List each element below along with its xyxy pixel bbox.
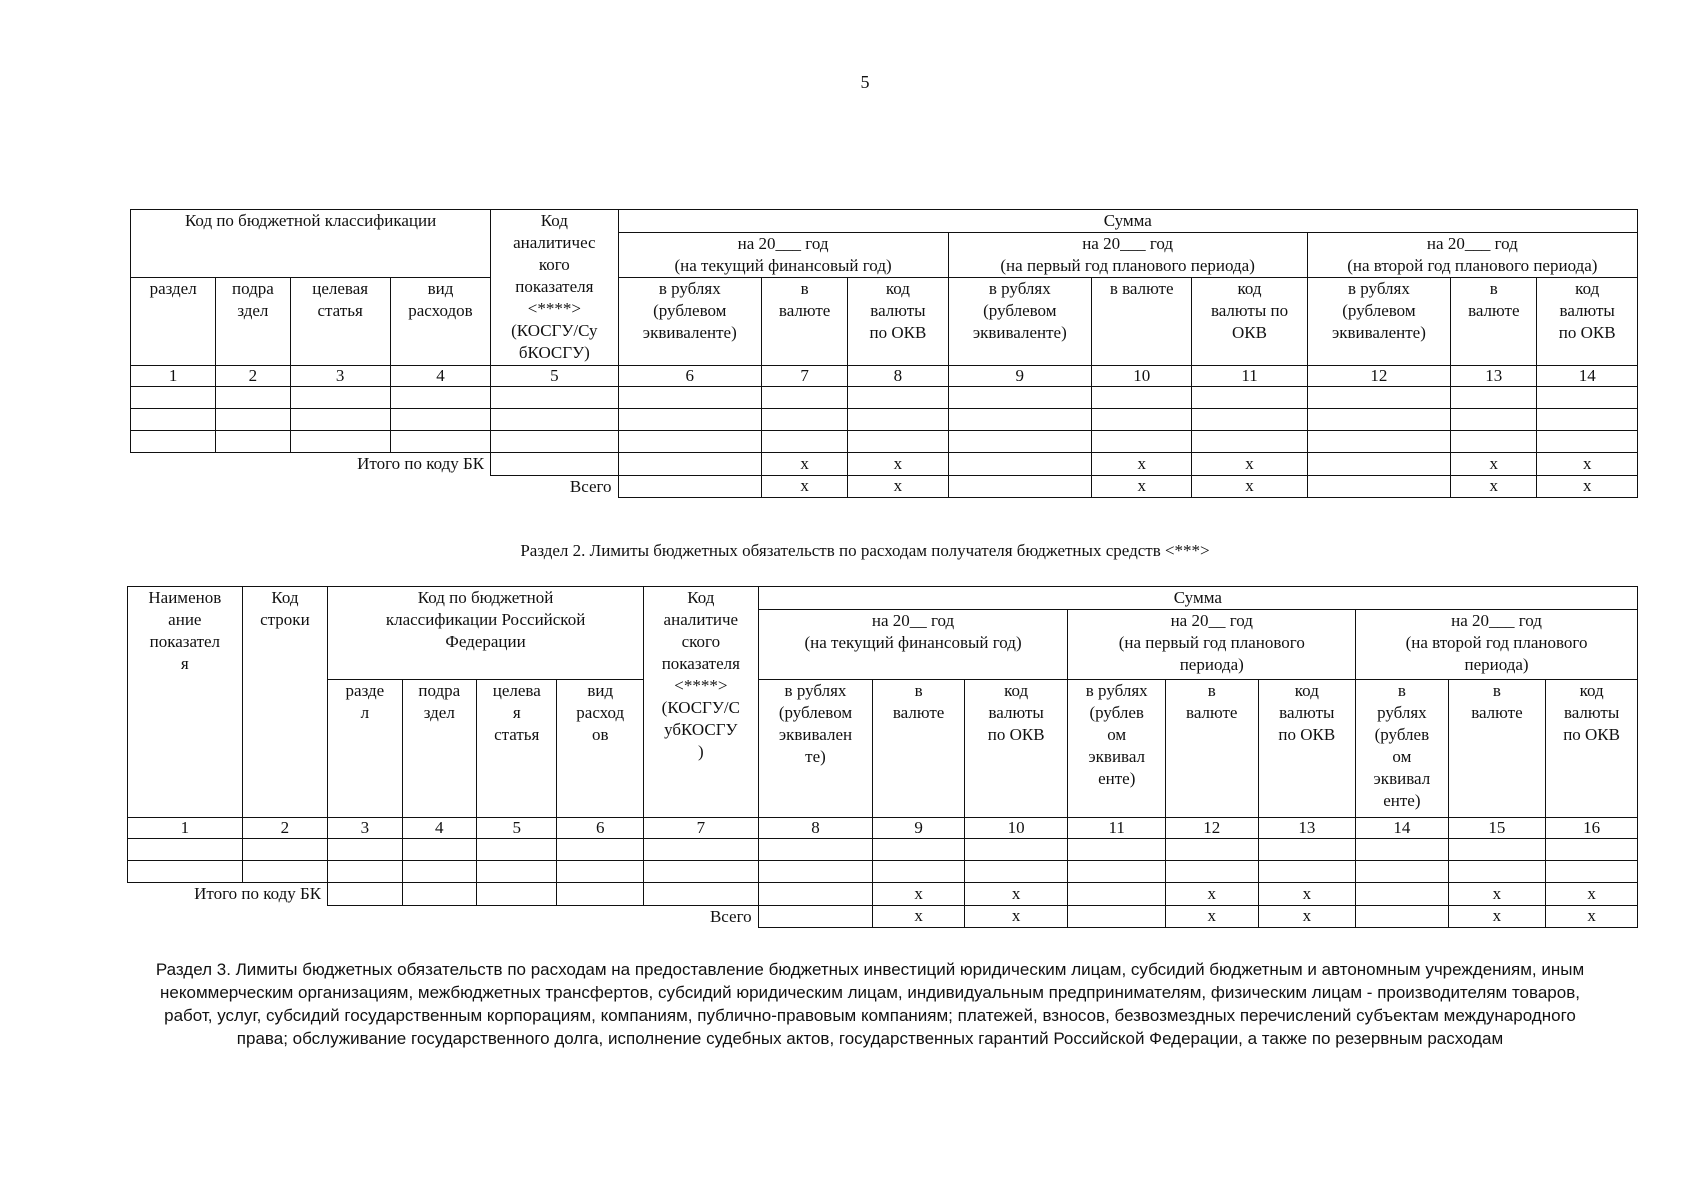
x-mark: x [1537, 475, 1638, 498]
column-numbers-row [131, 366, 1638, 387]
header-rub-2: в рублях (рублевом эквиваленте) [948, 278, 1091, 366]
col-number: 2 [216, 366, 290, 387]
table-row [128, 839, 1638, 861]
col-number: 3 [290, 366, 390, 387]
vsego-label: Всего [709, 906, 752, 926]
section-3-title: Раздел 3. Лимиты бюджетных обязательств по расходам на предоставление бюджетных инвестиций юридическим лицам, субсидий бюджетным и автономным учреждениям, иным некоммерческим организациям, межбюджетных трансфертов, субсидий юридическим лицам, индивидуальным предпринимателям, физическим лицам - производителям товаров, работ, услуг, субсидий государственным корпорациям, компаниям, публично-правовым компаниям; платежей, взносов, безвозмездных перечислений субъектам международного права; обслуживание государственного долга, исполнение судебных актов, государственных гарантий Российской Федерации, а также по резервным расходам [155, 960, 1585, 1048]
col-number: 16 [1546, 818, 1638, 839]
recipient-limits-table [127, 586, 1638, 928]
itogo-label: Итого по коду БК [194, 884, 322, 903]
col-number: 5 [491, 366, 618, 387]
x-mark: x [964, 905, 1068, 928]
x-mark: x [762, 453, 848, 476]
header-val-1: в валюте [873, 680, 965, 818]
x-mark: x [1448, 883, 1546, 906]
col-number: 5 [477, 818, 557, 839]
x-mark: x [1451, 453, 1537, 476]
header-tselevaya: целевая статья [290, 278, 390, 366]
x-mark: x [848, 453, 948, 476]
table-row [131, 431, 1638, 453]
x-mark: x [762, 475, 848, 498]
x-mark: x [1258, 905, 1356, 928]
header-okv-2: код валюты по ОКВ [1258, 680, 1356, 818]
col-number: 9 [948, 366, 1091, 387]
header-razdel: разде л [328, 680, 402, 818]
itogo-label: Итого по коду БК [357, 454, 485, 473]
header-okv-1: код валюты по ОКВ [848, 278, 948, 366]
itogo-row [131, 453, 1638, 476]
header-year-current: на 20__ год (на текущий финансовый год) [758, 610, 1068, 680]
header-vid: вид расходов [390, 278, 490, 366]
col-number: 2 [242, 818, 328, 839]
header-rub-1: в рублях (рублевом эквиваленте) [618, 278, 761, 366]
x-mark: x [1092, 475, 1192, 498]
col-number: 12 [1166, 818, 1259, 839]
header-year-second-plan: на 20___ год (на второй год планового периода) [1356, 610, 1638, 680]
header-val-2: в валюте [1092, 278, 1192, 366]
header-indicator-name: Наименов ание показател я [128, 587, 243, 818]
header-val-3: в валюте [1451, 278, 1537, 366]
col-number: 1 [128, 818, 243, 839]
header-kbk-rf: Код по бюджетной классификации Российской Федерации [328, 587, 644, 680]
x-mark: x [1537, 453, 1638, 476]
col-number: 8 [758, 818, 873, 839]
x-mark: x [1166, 905, 1259, 928]
col-number: 4 [402, 818, 476, 839]
header-rub-1: в рублях (рублевом эквивален те) [758, 680, 873, 818]
header-razdel: раздел [131, 278, 216, 366]
itogo-row [128, 883, 1638, 906]
header-podrazdel: подра здел [402, 680, 476, 818]
header-row-code: Код строки [242, 587, 328, 818]
column-numbers-row [128, 818, 1638, 839]
header-sum: Сумма [758, 587, 1637, 610]
x-mark: x [848, 475, 948, 498]
x-mark: x [873, 905, 965, 928]
header-rub-3: в рублях (рублевом эквиваленте) [1307, 278, 1450, 366]
col-number: 9 [873, 818, 965, 839]
x-mark: x [1546, 883, 1638, 906]
header-val-2: в валюте [1166, 680, 1259, 818]
col-number: 6 [618, 366, 761, 387]
col-number: 4 [390, 366, 490, 387]
x-mark: x [1258, 883, 1356, 906]
col-number: 11 [1192, 366, 1307, 387]
col-number: 10 [964, 818, 1068, 839]
col-number: 14 [1537, 366, 1638, 387]
col-number: 14 [1356, 818, 1449, 839]
header-val-3: в валюте [1448, 680, 1546, 818]
col-number: 1 [131, 366, 216, 387]
col-number: 3 [328, 818, 402, 839]
x-mark: x [1092, 453, 1192, 476]
x-mark: x [1192, 475, 1307, 498]
col-number: 10 [1092, 366, 1192, 387]
col-number: 15 [1448, 818, 1546, 839]
budget-classification-table [130, 209, 1638, 498]
header-year-first-plan: на 20__ год (на первый год планового периода) [1068, 610, 1356, 680]
vsego-row [128, 905, 1638, 928]
table-row [131, 409, 1638, 431]
header-analytic-code: Код аналитиче ского показателя <****> (КОСГУ/С убКОСГУ ) [644, 587, 759, 818]
page-number: 5 [860, 72, 870, 92]
header-okv-2: код валюты по ОКВ [1192, 278, 1307, 366]
header-year-first-plan: на 20___ год (на первый год планового периода) [948, 233, 1307, 278]
x-mark: x [873, 883, 965, 906]
header-year-current: на 20___ год (на текущий финансовый год) [618, 233, 948, 278]
col-number: 12 [1307, 366, 1450, 387]
col-number: 7 [644, 818, 759, 839]
header-rub-2: в рублях (рублев ом эквивал енте) [1068, 680, 1166, 818]
header-vid: вид расход ов [557, 680, 644, 818]
header-rub-3: в рублях (рублев ом эквивал енте) [1356, 680, 1449, 818]
header-val-1: в валюте [762, 278, 848, 366]
header-podrazdel: подра здел [216, 278, 290, 366]
x-mark: x [1192, 453, 1307, 476]
header-year-second-plan: на 20___ год (на второй год планового периода) [1307, 233, 1637, 278]
vsego-row [131, 475, 1638, 498]
header-okv-3: код валюты по ОКВ [1546, 680, 1638, 818]
header-sum: Сумма [618, 210, 1637, 233]
col-number: 13 [1451, 366, 1537, 387]
col-number: 13 [1258, 818, 1356, 839]
header-kbk: Код по бюджетной классификации [131, 210, 491, 278]
header-okv-1: код валюты по ОКВ [964, 680, 1068, 818]
header-analytic-code: Код аналитичес кого показателя <****> (КОСГУ/Су бКОСГУ) [491, 210, 618, 366]
x-mark: x [1451, 475, 1537, 498]
col-number: 7 [762, 366, 848, 387]
header-okv-3: код валюты по ОКВ [1537, 278, 1638, 366]
col-number: 6 [557, 818, 644, 839]
section-2-title: Раздел 2. Лимиты бюджетных обязательств по расходам получателя бюджетных средств <***> [520, 541, 1210, 560]
table-row [131, 387, 1638, 409]
x-mark: x [964, 883, 1068, 906]
x-mark: x [1546, 905, 1638, 928]
header-tselevaya: целева я статья [477, 680, 557, 818]
table-row [128, 861, 1638, 883]
vsego-label: Всего [569, 476, 612, 496]
col-number: 8 [848, 366, 948, 387]
x-mark: x [1166, 883, 1259, 906]
col-number: 11 [1068, 818, 1166, 839]
x-mark: x [1448, 905, 1546, 928]
